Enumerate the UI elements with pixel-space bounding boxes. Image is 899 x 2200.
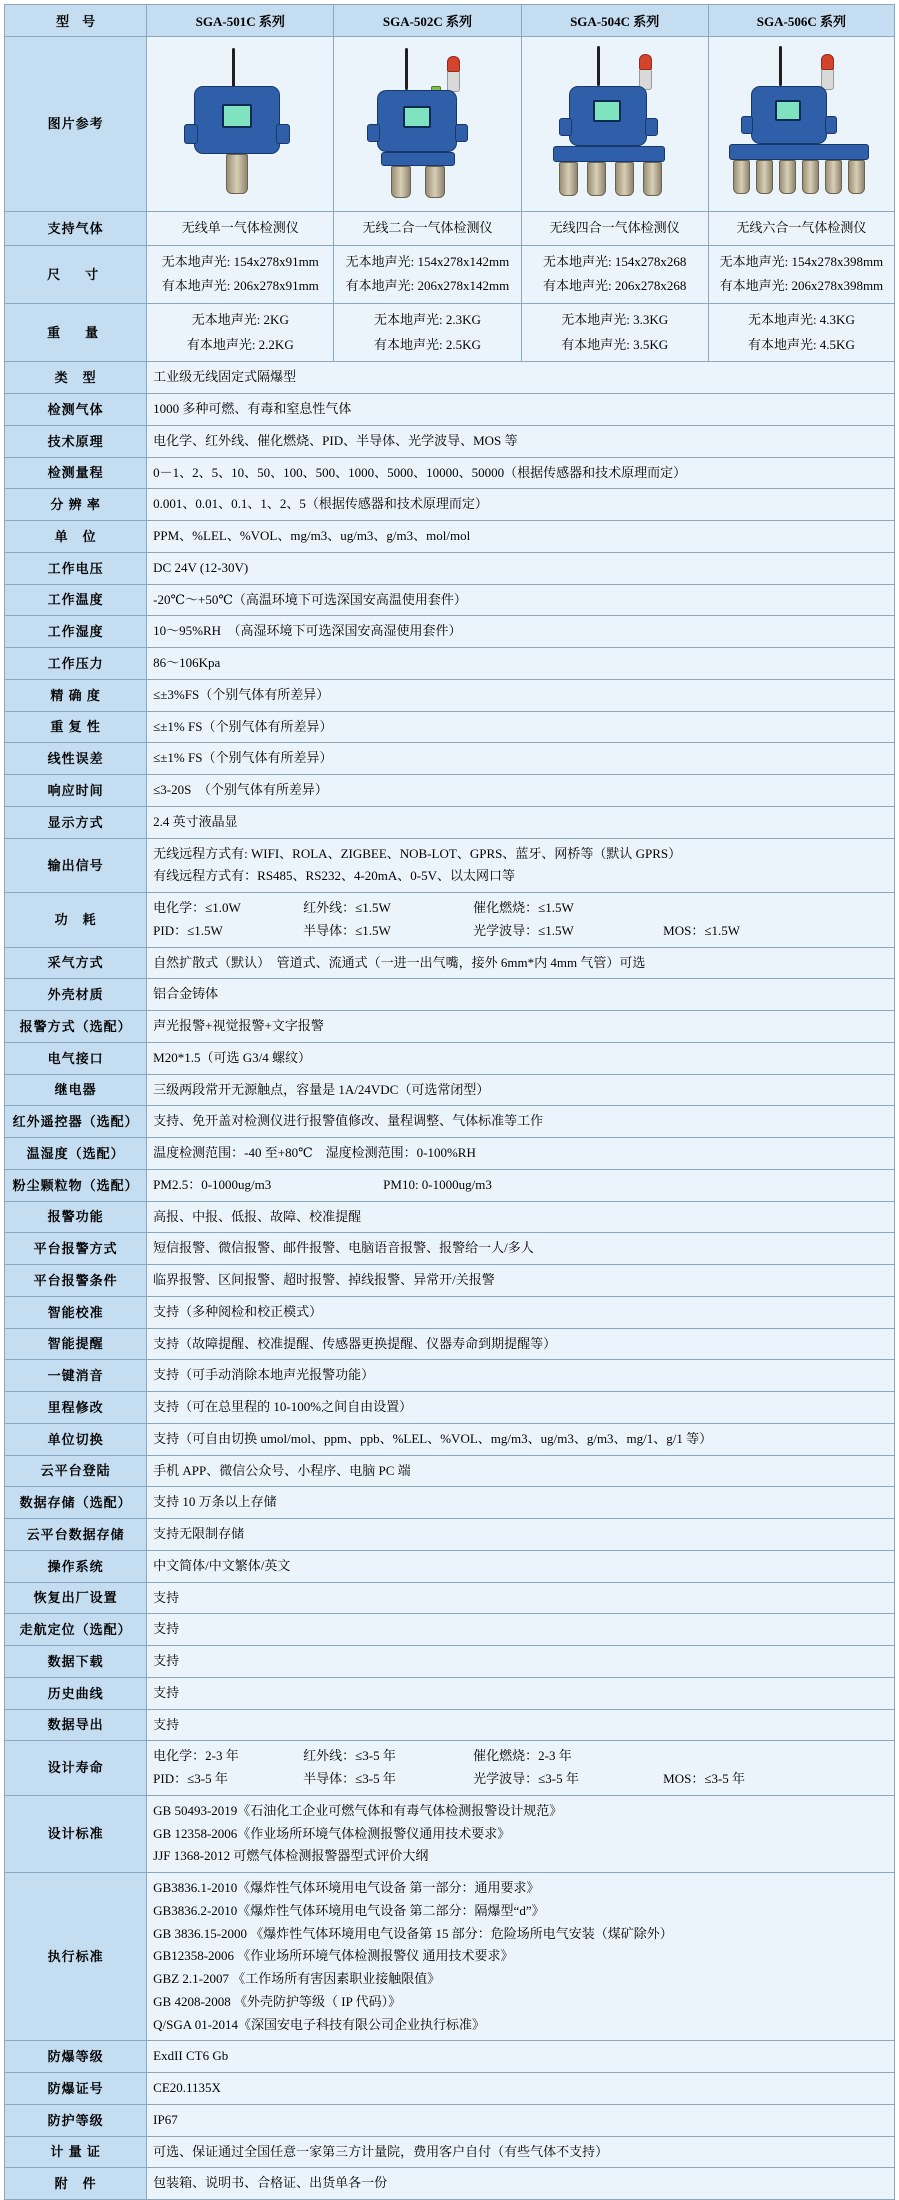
cell-line: 无本地声光: 2.3KG <box>374 312 481 328</box>
row-value <box>147 2041 895 2073</box>
value-line: 86～106Kpa <box>153 655 221 671</box>
cell-line: 有本地声光: 2.5KG <box>374 336 481 352</box>
spec-row <box>5 552 895 584</box>
row-label: 防爆等级 <box>5 2041 147 2073</box>
row-value <box>147 1741 895 1796</box>
value-line: 支持（可手动消除本地声光报警功能） <box>153 1367 375 1383</box>
value-line: IP67 <box>153 2111 178 2127</box>
spec-row <box>5 743 895 775</box>
row-label: 平台报警方式 <box>5 1233 147 1265</box>
spec-row <box>5 1106 895 1138</box>
row-value <box>147 979 895 1011</box>
spec-row <box>5 1873 895 2041</box>
cell <box>147 304 334 362</box>
row-value <box>147 806 895 838</box>
spec-row <box>5 1423 895 1455</box>
spec-row <box>5 1074 895 1106</box>
row-label: 历史曲线 <box>5 1677 147 1709</box>
spec-row <box>5 893 895 948</box>
value-item: PID：≤1.5W <box>153 922 223 938</box>
row-label: 外壳材质 <box>5 979 147 1011</box>
table-header-row <box>5 5 895 37</box>
row-value <box>147 489 895 521</box>
row-label: 温湿度（选配） <box>5 1138 147 1170</box>
cell-line: 有本地声光: 3.5KG <box>561 336 669 352</box>
value-item: PM2.5：0-1000ug/m3 <box>153 1176 272 1192</box>
row-label: 报警功能 <box>5 1201 147 1233</box>
value-line: GB12358-2006 《作业场所环境气体检测报警仪 通用技术要求》 <box>153 1948 514 1964</box>
value-line: 支持、免开盖对检测仪进行报警值修改、量程调整、气体标准等工作 <box>153 1113 544 1129</box>
row-value <box>147 1360 895 1392</box>
row-label: 单位切换 <box>5 1423 147 1455</box>
row-label: 数据下载 <box>5 1646 147 1678</box>
row-value <box>147 1074 895 1106</box>
spec-row <box>5 362 895 394</box>
value-line: ExdII CT6 Gb <box>153 2048 229 2064</box>
value-line <box>153 920 888 943</box>
row-value <box>147 1582 895 1614</box>
value-item: 半导体：≤3-5 年 <box>303 1771 396 1787</box>
spec-row <box>5 679 895 711</box>
cell <box>521 304 708 362</box>
cell <box>147 245 334 303</box>
row-value <box>147 2168 895 2200</box>
row-value <box>147 1138 895 1170</box>
cell-line: 无本地声光: 154x278x91mm <box>161 253 319 269</box>
row-label: 类 型 <box>5 362 147 394</box>
row-value <box>147 1233 895 1265</box>
spec-row <box>5 1265 895 1297</box>
value-line: 支持 <box>153 1684 180 1700</box>
row-value <box>147 1646 895 1678</box>
row-value <box>147 1455 895 1487</box>
header-label: 型 号 <box>5 5 147 37</box>
row-label: 检测量程 <box>5 457 147 489</box>
row-value <box>147 1011 895 1043</box>
value-line: 0－1、2、5、10、50、100、500、1000、5000、10000、50000（根据传感器和技术原理而定） <box>153 464 687 480</box>
cell-line: 有本地声光: 2.2KG <box>186 336 294 352</box>
value-item: 电化学：2-3 年 <box>153 1748 239 1764</box>
spec-row <box>5 1487 895 1519</box>
spec-row <box>5 711 895 743</box>
cell-line: 无本地声光: 154x278x142mm <box>345 253 510 269</box>
value-line: PPM、%LEL、%VOL、mg/m3、ug/m3、g/m3、mol/mol <box>153 528 471 544</box>
row-label: 单 位 <box>5 521 147 553</box>
model-4: SGA-506C 系列 <box>708 5 894 37</box>
value-line: 中文简体/中文繁体/英文 <box>153 1557 291 1573</box>
spec-row <box>5 521 895 553</box>
spec-row <box>5 979 895 1011</box>
cell <box>334 304 521 362</box>
value-line: 支持 10 万条以上存储 <box>153 1494 277 1510</box>
row-label: 红外遥控器（选配） <box>5 1106 147 1138</box>
value-line: GB3836.2-2010《爆炸性气体环境用电气设备 第二部分：隔爆型“d”》 <box>153 1902 545 1918</box>
value-item: 催化燃烧：≤1.5W <box>473 900 574 916</box>
cell-line: 有本地声光: 4.5KG <box>747 336 855 352</box>
spec-row <box>5 1741 895 1796</box>
value-line: 短信报警、微信报警、邮件报警、电脑语音报警、报警给一人/多人 <box>153 1240 534 1256</box>
cell <box>334 245 521 303</box>
row-label: 云平台数据存储 <box>5 1519 147 1551</box>
row-label: 数据导出 <box>5 1709 147 1741</box>
spec-row <box>5 1582 895 1614</box>
row-value <box>147 893 895 948</box>
product-image-501c <box>147 37 334 212</box>
spec-row <box>5 1646 895 1678</box>
value-line: 支持（故障提醒、校准提醒、传感器更换提醒、仪器寿命到期提醒等） <box>153 1335 557 1351</box>
cell <box>521 245 708 303</box>
row-value <box>147 362 895 394</box>
specification-table <box>4 4 895 2200</box>
row-value <box>147 743 895 775</box>
product-image-504c <box>521 37 708 212</box>
row-label: 输出信号 <box>5 838 147 893</box>
row-value <box>147 1392 895 1424</box>
value-line: 支持 <box>153 1716 180 1732</box>
value-line: 工业级无线固定式隔爆型 <box>153 369 297 385</box>
row-label: 云平台登陆 <box>5 1455 147 1487</box>
cell-line: 有本地声光: 206x278x268 <box>542 278 687 294</box>
value-item: 电化学：≤1.0W <box>153 900 241 916</box>
row-label: 一键消音 <box>5 1360 147 1392</box>
spec-row <box>5 2073 895 2105</box>
cell-line: 无本地声光: 154x278x268 <box>542 253 687 269</box>
cell-line: 有本地声光: 206x278x91mm <box>161 278 319 294</box>
row-label: 设计寿命 <box>5 1741 147 1796</box>
value-item: 光学波导：≤3-5 年 <box>473 1771 579 1787</box>
row-value <box>147 1677 895 1709</box>
row-value <box>147 457 895 489</box>
spec-row <box>5 394 895 426</box>
value-line: DC 24V (12-30V) <box>153 559 249 575</box>
model-3: SGA-504C 系列 <box>521 5 708 37</box>
row-value <box>147 679 895 711</box>
row-label: 走航定位（选配） <box>5 1614 147 1646</box>
row-label: 智能校准 <box>5 1296 147 1328</box>
value-line: 包装箱、说明书、合格证、出货单各一份 <box>153 2175 388 2191</box>
value-item: MOS：≤1.5W <box>663 922 740 938</box>
value-line: GB 50493-2019《石油化工企业可燃气体和有毒气体检测报警设计规范》 <box>153 1802 563 1818</box>
row-label: 里程修改 <box>5 1392 147 1424</box>
row-value <box>147 552 895 584</box>
value-line: GB 4208-2008 《外壳防护等级（ IP 代码）》 <box>153 1993 402 2009</box>
row-value <box>147 1042 895 1074</box>
spec-row <box>5 648 895 680</box>
value-line: 10～95%RH （高湿环境下可选深国安高湿使用套件） <box>153 623 462 639</box>
value-line: ≤±3%FS（个别气体有所差异） <box>153 686 330 702</box>
value-line: 支持（可自由切换 umol/mol、ppm、ppb、%LEL、%VOL、mg/m3、ug/m3、g/m3、mg/1、g/1 等） <box>153 1430 713 1446</box>
value-line: 有线远程方式有：RS485、RS232、4-20mA、0-5V、以太网口等 <box>153 868 516 884</box>
row-label: 粉尘颗粒物（选配） <box>5 1169 147 1201</box>
row-value <box>147 2073 895 2105</box>
row-label: 数据存储（选配） <box>5 1487 147 1519</box>
value-line: M20*1.5（可选 G3/4 螺纹） <box>153 1049 311 1065</box>
row-value <box>147 775 895 807</box>
row-label: 平台报警条件 <box>5 1265 147 1297</box>
value-item: PM10: 0-1000ug/m3 <box>383 1176 492 1192</box>
row-value <box>147 521 895 553</box>
value-line: -20℃～+50℃（高温环境下可选深国安高温使用套件） <box>153 591 467 607</box>
value-line: 电化学、红外线、催化燃烧、PID、半导体、光学波导、MOS 等 <box>153 432 518 448</box>
row-value <box>147 711 895 743</box>
spec-row <box>5 1519 895 1551</box>
spec-row <box>5 1296 895 1328</box>
model-2: SGA-502C 系列 <box>334 5 521 37</box>
value-line: ≤±1% FS（个别气体有所差异） <box>153 718 333 734</box>
value-item: PID：≤3-5 年 <box>153 1771 228 1787</box>
cell-line: 无本地声光: 154x278x398mm <box>719 253 884 269</box>
value-line: 支持无限制存储 <box>153 1526 245 1542</box>
value-line: 三级两段常开无源触点，容量是 1A/24VDC（可选常闭型） <box>153 1081 490 1097</box>
row-value <box>147 1296 895 1328</box>
row-value <box>147 1614 895 1646</box>
spec-row <box>5 1233 895 1265</box>
image-row <box>5 37 895 212</box>
row-label: 工作电压 <box>5 552 147 584</box>
row-label: 附 件 <box>5 2168 147 2200</box>
row-label: 报警方式（选配） <box>5 1011 147 1043</box>
product-image-506c <box>708 37 894 212</box>
spec-row <box>5 947 895 979</box>
row-value <box>147 1106 895 1138</box>
spec-row <box>5 1138 895 1170</box>
row-label: 设计标准 <box>5 1795 147 1872</box>
row-label: 重 复 性 <box>5 711 147 743</box>
value-line: 自然扩散式（默认） 管道式、流通式（一进一出气嘴，接外 6mm*内 4mm 气管）可选 <box>153 954 646 970</box>
value-line <box>153 1745 888 1768</box>
row-value <box>147 2104 895 2136</box>
row-label: 防爆证号 <box>5 2073 147 2105</box>
row-label: 恢复出厂设置 <box>5 1582 147 1614</box>
cell: 无线单一气体检测仪 <box>147 212 334 246</box>
value-line: 支持（可在总里程的 10-100%之间自由设置） <box>153 1399 413 1415</box>
row-value <box>147 1873 895 2041</box>
value-item: 红外线：≤3-5 年 <box>303 1748 396 1764</box>
spec-row <box>5 1392 895 1424</box>
row-label: 精 确 度 <box>5 679 147 711</box>
row-value <box>147 584 895 616</box>
value-line: JJF 1368-2012 可燃气体检测报警器型式评价大纲 <box>153 1848 429 1864</box>
value-item: 半导体：≤1.5W <box>303 922 391 938</box>
value-line: Q/SGA 01-2014《深国安电子科技有限公司企业执行标准》 <box>153 2016 486 2032</box>
value-line <box>153 1174 888 1197</box>
value-line: GB 12358-2006《作业场所环境气体检测报警仪通用技术要求》 <box>153 1825 511 1841</box>
spec-row <box>5 1201 895 1233</box>
value-line: 声光报警+视觉报警+文字报警 <box>153 1018 324 1034</box>
value-line: 无线远程方式有: WIFI、ROLA、ZIGBEE、NOB-LOT、GPRS、蓝牙、网桥等（默认 GPRS） <box>153 845 682 861</box>
row-value <box>147 1550 895 1582</box>
row-label: 智能提醒 <box>5 1328 147 1360</box>
row-value <box>147 1795 895 1872</box>
value-line: 支持（多种阅检和校正模式） <box>153 1303 323 1319</box>
cell-line: 有本地声光: 206x278x398mm <box>719 278 884 294</box>
row-value <box>147 1423 895 1455</box>
row-label: 电气接口 <box>5 1042 147 1074</box>
row-value <box>147 1519 895 1551</box>
value-item: 催化燃烧：2-3 年 <box>473 1748 572 1764</box>
row-label: 执行标准 <box>5 1873 147 2041</box>
cell: 无线六合一气体检测仪 <box>708 212 894 246</box>
value-line: 0.001、0.01、0.1、1、2、5（根据传感器和技术原理而定） <box>153 496 488 512</box>
spec-row <box>5 806 895 838</box>
spec-row <box>5 775 895 807</box>
row-value <box>147 616 895 648</box>
value-line: 2.4 英寸液晶显 <box>153 813 238 829</box>
value-line: ≤±1% FS（个别气体有所差异） <box>153 750 333 766</box>
row-value <box>147 1201 895 1233</box>
spec-row <box>5 1360 895 1392</box>
value-line: 温度检测范围：-40 至+80℃ 湿度检测范围：0-100%RH <box>153 1145 476 1161</box>
value-line: 临界报警、区间报警、超时报警、掉线报警、异常开/关报警 <box>153 1272 495 1288</box>
spec-row <box>5 1795 895 1872</box>
spec-row <box>5 425 895 457</box>
row-label: 采气方式 <box>5 947 147 979</box>
value-line: 支持 <box>153 1621 180 1637</box>
spec-row <box>5 838 895 893</box>
spec-row <box>5 1455 895 1487</box>
value-line: GB3836.1-2010《爆炸性气体环境用电气设备 第一部分：通用要求》 <box>153 1880 540 1896</box>
row-weight <box>5 304 895 362</box>
cell-line: 有本地声光: 206x278x142mm <box>345 278 510 294</box>
row-value <box>147 1265 895 1297</box>
spec-row <box>5 1042 895 1074</box>
row-label: 分 辨 率 <box>5 489 147 521</box>
value-line: CE20.1135X <box>153 2080 221 2096</box>
value-line: 支持 <box>153 1589 180 1605</box>
spec-row <box>5 584 895 616</box>
cell: 无线二合一气体检测仪 <box>334 212 521 246</box>
value-line: 可选、保证通过全国任意一家第三方计量院，费用客户自付（有些气体不支持） <box>153 2143 609 2159</box>
value-item: MOS：≤3-5 年 <box>663 1771 746 1787</box>
value-item: 红外线：≤1.5W <box>303 900 391 916</box>
value-item: 光学波导：≤1.5W <box>473 922 574 938</box>
cell-line: 无本地声光: 4.3KG <box>747 312 855 328</box>
value-line: GBZ 2.1-2007 《工作场所有害因素职业接触限值》 <box>153 1971 441 1987</box>
spec-row <box>5 457 895 489</box>
row-label: 工作温度 <box>5 584 147 616</box>
spec-row <box>5 616 895 648</box>
model-1: SGA-501C 系列 <box>147 5 334 37</box>
value-line: GB 3836.15-2000 《爆炸性气体环境用电气设备第 15 部分：危险场所电气安装（煤矿除外） <box>153 1925 673 1941</box>
row-value <box>147 648 895 680</box>
row-label: 计 量 证 <box>5 2136 147 2168</box>
cell-line: 无本地声光: 3.3KG <box>561 312 669 328</box>
spec-row <box>5 2168 895 2200</box>
row-label: 显示方式 <box>5 806 147 838</box>
value-line: 1000 多种可燃、有毒和窒息性气体 <box>153 401 352 417</box>
spec-row <box>5 1677 895 1709</box>
row-label: 工作湿度 <box>5 616 147 648</box>
row-label: 尺 寸 <box>5 245 147 303</box>
spec-row <box>5 1328 895 1360</box>
value-line: ≤3-20S （个别气体有所差异） <box>153 782 328 798</box>
product-image-502c <box>334 37 521 212</box>
spec-row <box>5 1709 895 1741</box>
spec-row <box>5 2041 895 2073</box>
spec-row <box>5 2136 895 2168</box>
row-value <box>147 1328 895 1360</box>
row-supported-gas <box>5 212 895 246</box>
cell: 无线四合一气体检测仪 <box>521 212 708 246</box>
row-value <box>147 947 895 979</box>
row-label: 技术原理 <box>5 425 147 457</box>
row-value <box>147 1169 895 1201</box>
value-line <box>153 1768 888 1791</box>
row-value <box>147 1487 895 1519</box>
row-label: 线性误差 <box>5 743 147 775</box>
value-line: 高报、中报、低报、故障、校准提醒 <box>153 1208 362 1224</box>
row-label: 支持气体 <box>5 212 147 246</box>
value-line: 铝合金铸体 <box>153 986 219 1002</box>
cell <box>708 245 894 303</box>
row-value <box>147 1709 895 1741</box>
value-line <box>153 897 888 920</box>
row-label: 重 量 <box>5 304 147 362</box>
image-row-label: 图片参考 <box>5 37 147 212</box>
spec-row <box>5 1614 895 1646</box>
spec-row <box>5 1169 895 1201</box>
spec-row <box>5 1550 895 1582</box>
spec-row <box>5 1011 895 1043</box>
value-line: 支持 <box>153 1653 180 1669</box>
spec-row <box>5 489 895 521</box>
row-label: 操作系统 <box>5 1550 147 1582</box>
row-label: 检测气体 <box>5 394 147 426</box>
row-label: 防护等级 <box>5 2104 147 2136</box>
spec-row <box>5 2104 895 2136</box>
cell <box>708 304 894 362</box>
value-line: 手机 APP、微信公众号、小程序、电脑 PC 端 <box>153 1462 411 1478</box>
row-label: 工作压力 <box>5 648 147 680</box>
row-value <box>147 838 895 893</box>
row-label: 功 耗 <box>5 893 147 948</box>
row-label: 响应时间 <box>5 775 147 807</box>
row-dimensions <box>5 245 895 303</box>
row-value <box>147 394 895 426</box>
row-value <box>147 425 895 457</box>
row-value <box>147 2136 895 2168</box>
row-label: 继电器 <box>5 1074 147 1106</box>
cell-line: 无本地声光: 2KG <box>191 312 289 328</box>
